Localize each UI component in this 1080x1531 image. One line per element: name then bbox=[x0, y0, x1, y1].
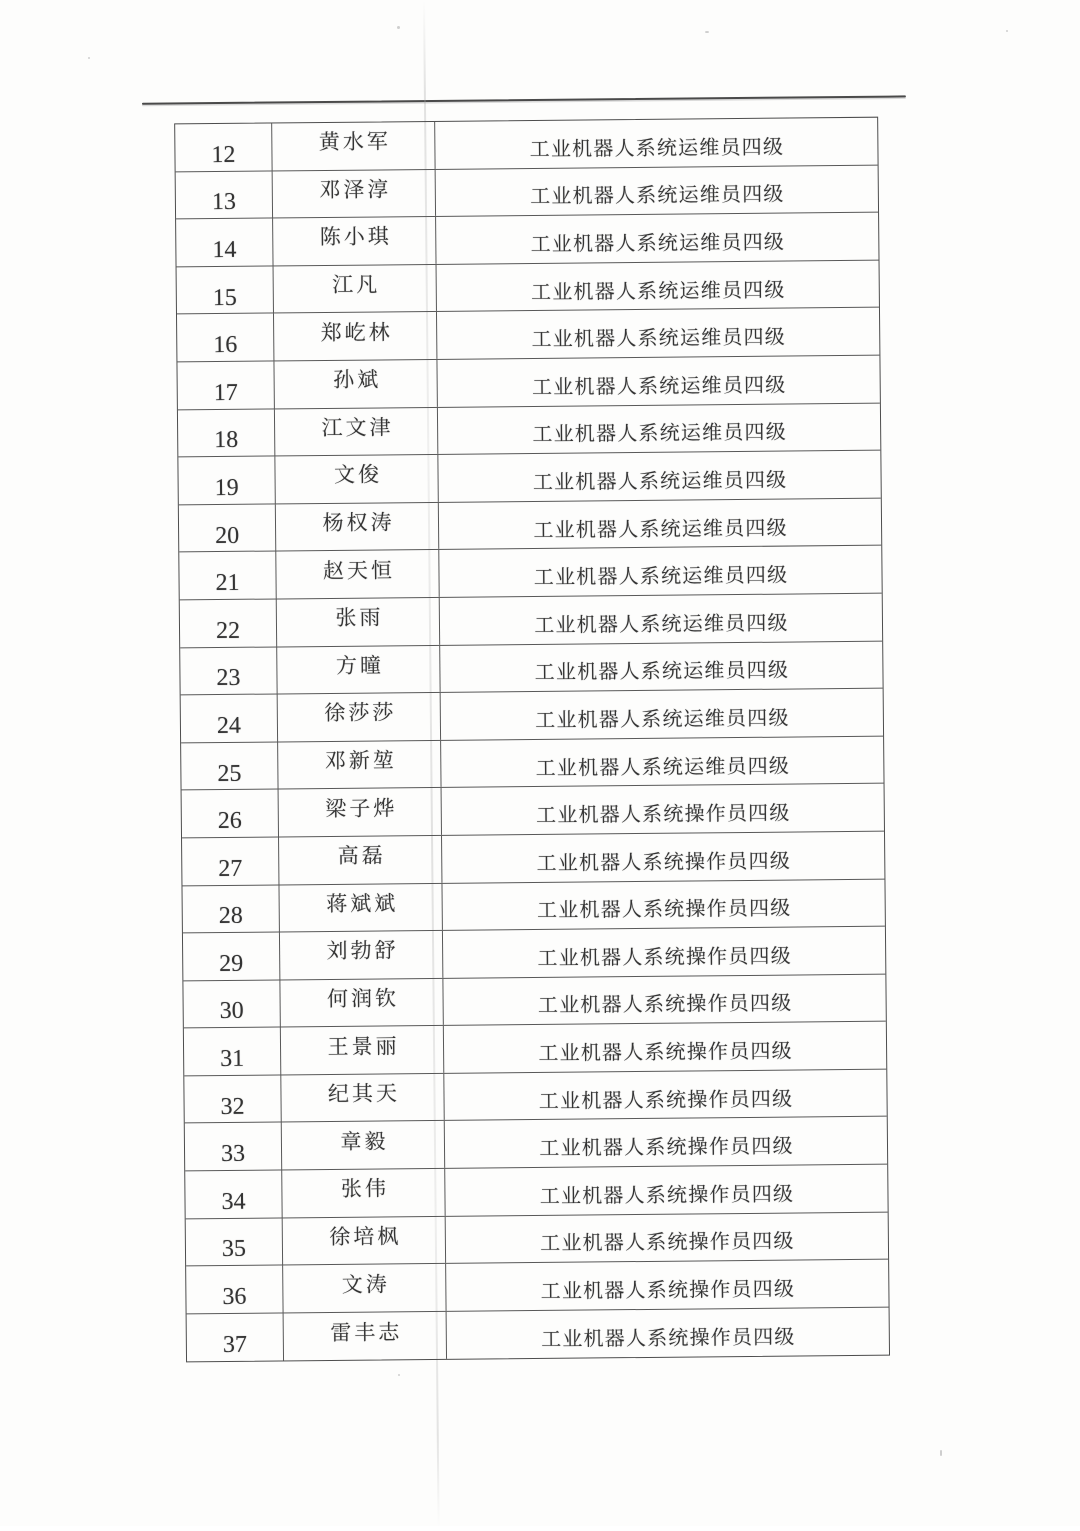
row-number-cell bbox=[177, 314, 274, 362]
person-name: 高磊 bbox=[335, 840, 386, 870]
qualification-cell bbox=[437, 356, 879, 407]
person-name: 蒋斌斌 bbox=[323, 887, 398, 918]
row-number: 27 bbox=[218, 856, 242, 883]
qualification-cell bbox=[438, 403, 880, 454]
table-row bbox=[185, 1165, 887, 1219]
person-name: 徐培枫 bbox=[326, 1220, 401, 1251]
row-number-cell bbox=[180, 599, 277, 647]
name-cell bbox=[278, 741, 441, 789]
person-name: 赵天恒 bbox=[320, 554, 395, 585]
row-number-cell bbox=[182, 885, 279, 933]
table-row bbox=[184, 1022, 886, 1076]
qualification-cell bbox=[442, 784, 884, 835]
row-number: 31 bbox=[220, 1046, 244, 1073]
table-row bbox=[185, 1117, 887, 1171]
qualification-cell bbox=[442, 879, 884, 930]
name-cell bbox=[283, 1264, 446, 1312]
person-name: 徐莎莎 bbox=[321, 697, 396, 728]
row-number-cell bbox=[183, 980, 280, 1028]
name-cell bbox=[274, 265, 437, 313]
person-name: 黄水军 bbox=[316, 126, 391, 157]
qualification-text: 工业机器人系统运维员四级 bbox=[535, 749, 791, 780]
qualification-text: 工业机器人系统运维员四级 bbox=[529, 130, 785, 161]
table-row bbox=[181, 689, 883, 743]
scan-speckle bbox=[397, 26, 400, 29]
qualification-cell bbox=[444, 1070, 886, 1121]
name-cell bbox=[281, 1026, 444, 1074]
qualification-cell bbox=[441, 689, 883, 740]
qualification-text: 工业机器人系统操作员四级 bbox=[538, 1130, 794, 1161]
row-number: 19 bbox=[215, 475, 239, 502]
person-name: 方曈 bbox=[333, 649, 384, 679]
person-name: 张雨 bbox=[332, 602, 383, 632]
table-row bbox=[182, 879, 884, 933]
qualification-text: 工业机器人系统运维员四级 bbox=[529, 226, 785, 257]
row-number-cell bbox=[186, 1266, 283, 1314]
row-number: 12 bbox=[211, 142, 235, 169]
row-number-cell bbox=[176, 171, 273, 219]
qualification-cell bbox=[436, 165, 878, 216]
person-name: 章毅 bbox=[337, 1125, 388, 1155]
table-row bbox=[180, 641, 882, 695]
qualification-text: 工业机器人系统运维员四级 bbox=[532, 511, 788, 542]
qualification-cell bbox=[439, 546, 881, 597]
table-row bbox=[182, 832, 884, 886]
qualification-cell bbox=[435, 118, 877, 169]
row-number-cell bbox=[186, 1218, 283, 1266]
table-row bbox=[181, 736, 883, 790]
row-number-cell bbox=[187, 1313, 284, 1362]
table-row bbox=[182, 784, 884, 838]
person-name: 何润钦 bbox=[324, 982, 399, 1013]
row-number-cell bbox=[182, 837, 279, 885]
row-number-cell bbox=[179, 504, 276, 552]
row-number: 36 bbox=[222, 1284, 246, 1311]
scan-speckle bbox=[705, 31, 709, 33]
qualification-text: 工业机器人系统操作员四级 bbox=[540, 1321, 796, 1352]
name-cell bbox=[275, 407, 438, 455]
row-number: 26 bbox=[218, 808, 242, 835]
qualification-text: 工业机器人系统运维员四级 bbox=[534, 654, 790, 685]
qualification-text: 工业机器人系统运维员四级 bbox=[532, 464, 788, 495]
qualification-text: 工业机器人系统操作员四级 bbox=[538, 1082, 794, 1113]
person-name: 孙斌 bbox=[330, 364, 381, 394]
table-row bbox=[177, 356, 879, 410]
row-number: 24 bbox=[217, 713, 241, 740]
person-name: 文涛 bbox=[339, 1268, 390, 1298]
row-number: 20 bbox=[215, 522, 239, 549]
scan-speckle bbox=[398, 1374, 400, 1376]
row-number: 15 bbox=[213, 284, 237, 311]
row-number-cell bbox=[178, 457, 275, 505]
row-number-cell bbox=[185, 1123, 282, 1171]
name-cell bbox=[276, 503, 439, 551]
row-number-cell bbox=[179, 552, 276, 600]
qualification-cell bbox=[444, 1022, 886, 1073]
person-name: 王景丽 bbox=[324, 1030, 399, 1061]
row-number-cell bbox=[182, 790, 279, 838]
row-number-cell bbox=[185, 1171, 282, 1219]
qualification-cell bbox=[445, 1165, 887, 1216]
qualification-text: 工业机器人系统操作员四级 bbox=[537, 1035, 793, 1066]
name-cell bbox=[274, 312, 437, 360]
person-name: 杨权涛 bbox=[319, 506, 394, 537]
row-number: 18 bbox=[214, 427, 238, 454]
qualification-cell bbox=[439, 498, 881, 549]
qualification-cell bbox=[436, 213, 878, 264]
person-name: 陈小琪 bbox=[317, 221, 392, 252]
certificate-roster-table bbox=[174, 117, 890, 1363]
row-number: 28 bbox=[219, 903, 243, 930]
table-row bbox=[179, 546, 881, 600]
table-row bbox=[186, 1260, 888, 1314]
name-cell bbox=[280, 931, 443, 979]
person-name: 纪其天 bbox=[325, 1077, 400, 1108]
qualification-cell bbox=[446, 1212, 888, 1263]
qualification-text: 工业机器人系统操作员四级 bbox=[539, 1177, 795, 1208]
row-number: 25 bbox=[217, 760, 241, 787]
qualification-cell bbox=[446, 1260, 888, 1311]
name-cell bbox=[277, 598, 440, 646]
qualification-text: 工业机器人系统运维员四级 bbox=[530, 273, 786, 304]
table-row bbox=[178, 451, 880, 505]
row-number-cell bbox=[181, 742, 278, 790]
qualification-cell bbox=[437, 308, 879, 359]
qualification-text: 工业机器人系统运维员四级 bbox=[529, 178, 785, 209]
qualification-text: 工业机器人系统运维员四级 bbox=[533, 559, 789, 590]
name-cell bbox=[280, 979, 443, 1027]
qualification-text: 工业机器人系统操作员四级 bbox=[536, 939, 792, 970]
qualification-text: 工业机器人系统操作员四级 bbox=[537, 987, 793, 1018]
person-name: 刘勃舒 bbox=[323, 935, 398, 966]
row-number-cell bbox=[184, 1028, 281, 1076]
name-cell bbox=[279, 883, 442, 931]
name-cell bbox=[273, 170, 436, 218]
row-number: 35 bbox=[222, 1236, 246, 1263]
qualification-cell bbox=[441, 736, 883, 787]
row-number: 23 bbox=[216, 665, 240, 692]
row-number-cell bbox=[177, 361, 274, 409]
table-row bbox=[175, 118, 877, 172]
scan-speckle bbox=[88, 57, 90, 59]
qualification-cell bbox=[437, 260, 879, 311]
name-cell bbox=[276, 550, 439, 598]
row-number-cell bbox=[177, 266, 274, 314]
qualification-cell bbox=[443, 974, 885, 1025]
person-name: 梁子烨 bbox=[322, 792, 397, 823]
row-number: 34 bbox=[221, 1189, 245, 1216]
name-cell bbox=[274, 360, 437, 408]
row-number-cell bbox=[175, 123, 272, 171]
qualification-cell bbox=[440, 641, 882, 692]
name-cell bbox=[282, 1169, 445, 1217]
name-cell bbox=[282, 1121, 445, 1169]
row-number-cell bbox=[180, 647, 277, 695]
name-cell bbox=[283, 1217, 446, 1265]
person-name: 江凡 bbox=[329, 269, 380, 299]
qualification-text: 工业机器人系统运维员四级 bbox=[533, 606, 789, 637]
qualification-text: 工业机器人系统运维员四级 bbox=[531, 368, 787, 399]
table-row bbox=[187, 1307, 889, 1361]
person-name: 江文津 bbox=[318, 411, 393, 442]
qualification-cell bbox=[438, 451, 880, 502]
row-number: 16 bbox=[213, 332, 237, 359]
person-name: 邓新堃 bbox=[322, 744, 397, 775]
row-number: 17 bbox=[214, 380, 238, 407]
name-cell bbox=[279, 836, 442, 884]
qualification-text: 工业机器人系统运维员四级 bbox=[530, 321, 786, 352]
name-cell bbox=[275, 455, 438, 503]
name-cell bbox=[279, 788, 442, 836]
row-number-cell bbox=[184, 1075, 281, 1123]
row-number: 32 bbox=[220, 1093, 244, 1120]
row-number-cell bbox=[181, 695, 278, 743]
row-number-cell bbox=[178, 409, 275, 457]
qualification-cell bbox=[442, 832, 884, 883]
scan-speckle bbox=[1006, 30, 1008, 32]
row-number: 37 bbox=[223, 1332, 247, 1359]
scan-speckle bbox=[940, 1450, 942, 1456]
qualification-text: 工业机器人系统运维员四级 bbox=[534, 701, 790, 732]
person-name: 郑屹林 bbox=[318, 316, 393, 347]
name-cell bbox=[272, 122, 435, 170]
table-row bbox=[186, 1212, 888, 1266]
row-number: 13 bbox=[212, 189, 236, 216]
name-cell bbox=[273, 217, 436, 265]
table-row bbox=[178, 403, 880, 457]
name-cell bbox=[281, 1074, 444, 1122]
qualification-text: 工业机器人系统操作员四级 bbox=[535, 844, 791, 875]
table-row bbox=[176, 165, 878, 219]
row-number: 21 bbox=[215, 570, 239, 597]
top-rule-line bbox=[142, 95, 906, 105]
qualification-text: 工业机器人系统操作员四级 bbox=[535, 797, 791, 828]
table-row bbox=[180, 594, 882, 648]
person-name: 文俊 bbox=[331, 459, 382, 489]
person-name: 雷丰志 bbox=[327, 1316, 402, 1347]
row-number: 22 bbox=[216, 618, 240, 645]
row-number: 29 bbox=[219, 951, 243, 978]
qualification-cell bbox=[445, 1117, 887, 1168]
table-row bbox=[183, 974, 885, 1028]
table-row bbox=[179, 498, 881, 552]
row-number: 14 bbox=[212, 237, 236, 264]
qualification-cell bbox=[443, 927, 885, 978]
row-number: 33 bbox=[221, 1141, 245, 1168]
qualification-text: 工业机器人系统操作员四级 bbox=[540, 1273, 796, 1304]
table-row bbox=[177, 308, 879, 362]
qualification-text: 工业机器人系统运维员四级 bbox=[531, 416, 787, 447]
row-number-cell bbox=[183, 933, 280, 981]
row-number-cell bbox=[176, 219, 273, 267]
row-number: 30 bbox=[220, 998, 244, 1025]
qualification-text: 工业机器人系统操作员四级 bbox=[539, 1225, 795, 1256]
qualification-text: 工业机器人系统操作员四级 bbox=[536, 892, 792, 923]
table-row bbox=[184, 1070, 886, 1124]
table-row bbox=[176, 213, 878, 267]
person-name: 邓泽淳 bbox=[316, 173, 391, 204]
person-name: 张伟 bbox=[338, 1173, 389, 1203]
name-cell bbox=[284, 1312, 447, 1361]
qualification-cell bbox=[440, 594, 882, 645]
table-row bbox=[183, 927, 885, 981]
qualification-cell bbox=[447, 1307, 889, 1359]
name-cell bbox=[277, 645, 440, 693]
table-row bbox=[177, 260, 879, 314]
name-cell bbox=[278, 693, 441, 741]
